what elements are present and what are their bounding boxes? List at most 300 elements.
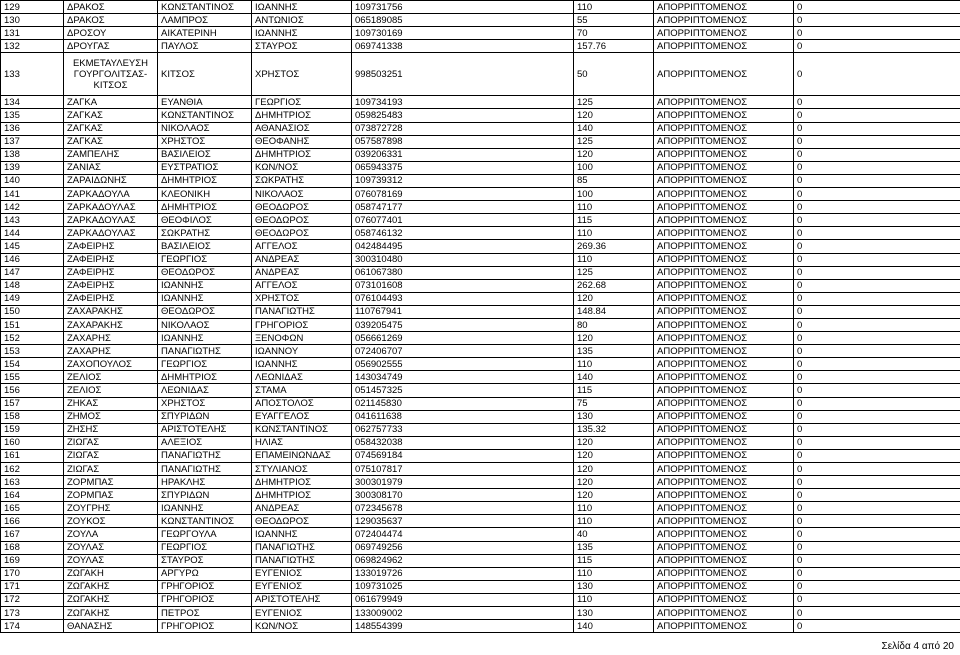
table-row bbox=[1, 515, 960, 528]
value-cell: 0 bbox=[794, 188, 960, 201]
status-cell: ΑΠΟΡΡΙΠΤΟΜΕΝΟΣ bbox=[654, 227, 794, 240]
amount-cell: 130 bbox=[574, 580, 654, 593]
tax-id-cell: 039205475 bbox=[352, 318, 574, 331]
row-number: 156 bbox=[1, 384, 64, 397]
father-name-cell: ΓΕΩΡΓΙΟΣ bbox=[252, 96, 352, 109]
father-name-cell: ΔΗΜΗΤΡΙΟΣ bbox=[252, 109, 352, 122]
surname-cell: ΖΟΡΜΠΑΣ bbox=[64, 476, 158, 489]
status-cell: ΑΠΟΡΡΙΠΤΟΜΕΝΟΣ bbox=[654, 14, 794, 27]
value-cell: 0 bbox=[794, 214, 960, 227]
surname-cell: ΖΩΓΑΚΗΣ bbox=[64, 580, 158, 593]
row-number: 167 bbox=[1, 528, 64, 541]
surname-cell: ΖΟΡΜΠΑΣ bbox=[64, 489, 158, 502]
surname-cell: ΘΑΝΑΣΗΣ bbox=[64, 620, 158, 633]
surname-cell: ΖΑΡΚΑΔΟΥΛΑΣ bbox=[64, 214, 158, 227]
first-name-cell: ΙΩΑΝΝΗΣ bbox=[158, 502, 252, 515]
tax-id-cell: 065189085 bbox=[352, 14, 574, 27]
table-row bbox=[1, 567, 960, 580]
surname-cell: ΖΑΓΚΑΣ bbox=[64, 135, 158, 148]
value-cell: 0 bbox=[794, 148, 960, 161]
status-cell: ΑΠΟΡΡΙΠΤΟΜΕΝΟΣ bbox=[654, 463, 794, 476]
father-name-cell: ΛΕΩΝΙΔΑΣ bbox=[252, 371, 352, 384]
table-row bbox=[1, 109, 960, 122]
tax-id-cell: 041611638 bbox=[352, 410, 574, 423]
first-name-cell: ΓΡΗΓΟΡΙΟΣ bbox=[158, 593, 252, 606]
surname-cell: ΕΚΜΕΤΑΥΛΕΥΣΗ ΓΟΥΡΓΟΛΙΤΣΑΣ-ΚΙΤΣΟΣ bbox=[64, 53, 158, 96]
table-row bbox=[1, 253, 960, 266]
surname-cell: ΖΑΓΚΑ bbox=[64, 96, 158, 109]
father-name-cell: ΑΓΓΕΛΟΣ bbox=[252, 240, 352, 253]
status-cell: ΑΠΟΡΡΙΠΤΟΜΕΝΟΣ bbox=[654, 541, 794, 554]
table-row bbox=[1, 279, 960, 292]
father-name-cell: ΕΥΑΓΓΕΛΟΣ bbox=[252, 410, 352, 423]
tax-id-cell: 039206331 bbox=[352, 148, 574, 161]
status-cell: ΑΠΟΡΡΙΠΤΟΜΕΝΟΣ bbox=[654, 620, 794, 633]
tax-id-cell: 074569184 bbox=[352, 449, 574, 462]
status-cell: ΑΠΟΡΡΙΠΤΟΜΕΝΟΣ bbox=[654, 567, 794, 580]
status-cell: ΑΠΟΡΡΙΠΤΟΜΕΝΟΣ bbox=[654, 318, 794, 331]
status-cell: ΑΠΟΡΡΙΠΤΟΜΕΝΟΣ bbox=[654, 358, 794, 371]
row-number: 134 bbox=[1, 96, 64, 109]
value-cell: 0 bbox=[794, 27, 960, 40]
amount-cell: 100 bbox=[574, 161, 654, 174]
row-number: 168 bbox=[1, 541, 64, 554]
surname-cell: ΖΕΛΙΟΣ bbox=[64, 384, 158, 397]
row-number: 150 bbox=[1, 305, 64, 318]
row-number: 133 bbox=[1, 53, 64, 96]
amount-cell: 110 bbox=[574, 253, 654, 266]
row-number: 162 bbox=[1, 463, 64, 476]
amount-cell: 125 bbox=[574, 266, 654, 279]
status-cell: ΑΠΟΡΡΙΠΤΟΜΕΝΟΣ bbox=[654, 384, 794, 397]
value-cell: 0 bbox=[794, 489, 960, 502]
row-number: 155 bbox=[1, 371, 64, 384]
value-cell: 0 bbox=[794, 201, 960, 214]
father-name-cell: ΔΗΜΗΤΡΙΟΣ bbox=[252, 148, 352, 161]
value-cell: 0 bbox=[794, 1, 960, 14]
first-name-cell: ΣΠΥΡΙΔΩΝ bbox=[158, 410, 252, 423]
father-name-cell: ΑΝΔΡΕΑΣ bbox=[252, 266, 352, 279]
tax-id-cell: 109730169 bbox=[352, 27, 574, 40]
status-cell: ΑΠΟΡΡΙΠΤΟΜΕΝΟΣ bbox=[654, 266, 794, 279]
table-row bbox=[1, 384, 960, 397]
amount-cell: 125 bbox=[574, 96, 654, 109]
surname-cell: ΖΑΦΕΙΡΗΣ bbox=[64, 292, 158, 305]
tax-id-cell: 065943375 bbox=[352, 161, 574, 174]
father-name-cell: ΣΤΥΛΙΑΝΟΣ bbox=[252, 463, 352, 476]
tax-id-cell: 110767941 bbox=[352, 305, 574, 318]
first-name-cell: ΠΑΝΑΓΙΩΤΗΣ bbox=[158, 345, 252, 358]
amount-cell: 120 bbox=[574, 109, 654, 122]
table-row bbox=[1, 122, 960, 135]
row-number: 143 bbox=[1, 214, 64, 227]
first-name-cell: ΚΩΝΣΤΑΝΤΙΝΟΣ bbox=[158, 109, 252, 122]
table-row bbox=[1, 40, 960, 53]
status-cell: ΑΠΟΡΡΙΠΤΟΜΕΝΟΣ bbox=[654, 161, 794, 174]
father-name-cell: ΑΓΓΕΛΟΣ bbox=[252, 279, 352, 292]
tax-id-cell: 076078169 bbox=[352, 188, 574, 201]
value-cell: 0 bbox=[794, 305, 960, 318]
first-name-cell: ΔΗΜΗΤΡΙΟΣ bbox=[158, 371, 252, 384]
first-name-cell: ΚΩΝΣΤΑΝΤΙΝΟΣ bbox=[158, 1, 252, 14]
tax-id-cell: 069741338 bbox=[352, 40, 574, 53]
amount-cell: 100 bbox=[574, 188, 654, 201]
table-row bbox=[1, 410, 960, 423]
father-name-cell: ΚΩΝ/ΝΟΣ bbox=[252, 161, 352, 174]
first-name-cell: ΙΩΑΝΝΗΣ bbox=[158, 279, 252, 292]
amount-cell: 125 bbox=[574, 135, 654, 148]
father-name-cell: ΣΩΚΡΑΤΗΣ bbox=[252, 174, 352, 187]
row-number: 144 bbox=[1, 227, 64, 240]
surname-cell: ΖΩΓΑΚΗΣ bbox=[64, 593, 158, 606]
first-name-cell: ΧΡΗΣΤΟΣ bbox=[158, 397, 252, 410]
row-number: 131 bbox=[1, 27, 64, 40]
table-row bbox=[1, 580, 960, 593]
value-cell: 0 bbox=[794, 463, 960, 476]
first-name-cell: ΒΑΣΙΛΕΙΟΣ bbox=[158, 240, 252, 253]
amount-cell: 148.84 bbox=[574, 305, 654, 318]
father-name-cell: ΠΑΝΑΓΙΩΤΗΣ bbox=[252, 541, 352, 554]
tax-id-cell: 056902555 bbox=[352, 358, 574, 371]
row-number: 132 bbox=[1, 40, 64, 53]
status-cell: ΑΠΟΡΡΙΠΤΟΜΕΝΟΣ bbox=[654, 240, 794, 253]
table-row bbox=[1, 292, 960, 305]
value-cell: 0 bbox=[794, 384, 960, 397]
amount-cell: 120 bbox=[574, 449, 654, 462]
value-cell: 0 bbox=[794, 580, 960, 593]
first-name-cell: ΓΕΩΡΓΙΟΣ bbox=[158, 358, 252, 371]
father-name-cell: ΙΩΑΝΝΗΣ bbox=[252, 1, 352, 14]
surname-cell: ΖΑΜΠΕΛΗΣ bbox=[64, 148, 158, 161]
father-name-cell: ΙΩΑΝΝΗΣ bbox=[252, 358, 352, 371]
surname-cell: ΖΩΓΑΚΗΣ bbox=[64, 607, 158, 620]
table-row bbox=[1, 135, 960, 148]
tax-id-cell: 073101608 bbox=[352, 279, 574, 292]
table-row bbox=[1, 449, 960, 462]
row-number: 158 bbox=[1, 410, 64, 423]
amount-cell: 130 bbox=[574, 410, 654, 423]
status-cell: ΑΠΟΡΡΙΠΤΟΜΕΝΟΣ bbox=[654, 332, 794, 345]
table-row bbox=[1, 201, 960, 214]
surname-cell: ΖΑΦΕΙΡΗΣ bbox=[64, 253, 158, 266]
tax-id-cell: 061067380 bbox=[352, 266, 574, 279]
row-number: 157 bbox=[1, 397, 64, 410]
row-number: 148 bbox=[1, 279, 64, 292]
table-row bbox=[1, 214, 960, 227]
surname-cell: ΖΗΜΟΣ bbox=[64, 410, 158, 423]
tax-id-cell: 061679949 bbox=[352, 593, 574, 606]
status-cell: ΑΠΟΡΡΙΠΤΟΜΕΝΟΣ bbox=[654, 397, 794, 410]
surname-cell: ΖΟΥΛΑ bbox=[64, 528, 158, 541]
row-number: 129 bbox=[1, 1, 64, 14]
table-row bbox=[1, 502, 960, 515]
row-number: 169 bbox=[1, 554, 64, 567]
father-name-cell: ΘΕΟΦΑΝΗΣ bbox=[252, 135, 352, 148]
first-name-cell: ΗΡΑΚΛΗΣ bbox=[158, 476, 252, 489]
status-cell: ΑΠΟΡΡΙΠΤΟΜΕΝΟΣ bbox=[654, 279, 794, 292]
row-number: 149 bbox=[1, 292, 64, 305]
surname-cell: ΖΙΩΓΑΣ bbox=[64, 449, 158, 462]
row-number: 142 bbox=[1, 201, 64, 214]
status-cell: ΑΠΟΡΡΙΠΤΟΜΕΝΟΣ bbox=[654, 96, 794, 109]
father-name-cell: ΕΥΓΕΝΙΟΣ bbox=[252, 567, 352, 580]
first-name-cell: ΝΙΚΟΛΑΟΣ bbox=[158, 122, 252, 135]
first-name-cell: ΑΛΕΞΙΟΣ bbox=[158, 436, 252, 449]
first-name-cell: ΓΡΗΓΟΡΙΟΣ bbox=[158, 620, 252, 633]
value-cell: 0 bbox=[794, 240, 960, 253]
tax-id-cell: 109734193 bbox=[352, 96, 574, 109]
father-name-cell: ΚΩΝΣΤΑΝΤΙΝΟΣ bbox=[252, 423, 352, 436]
first-name-cell: ΓΕΩΡΓΙΟΣ bbox=[158, 253, 252, 266]
father-name-cell: ΑΝΤΩΝΙΟΣ bbox=[252, 14, 352, 27]
father-name-cell: ΘΕΟΔΩΡΟΣ bbox=[252, 515, 352, 528]
surname-cell: ΖΟΥΓΡΗΣ bbox=[64, 502, 158, 515]
father-name-cell: ΣΤΑΥΡΟΣ bbox=[252, 40, 352, 53]
value-cell: 0 bbox=[794, 227, 960, 240]
value-cell: 0 bbox=[794, 476, 960, 489]
amount-cell: 135 bbox=[574, 541, 654, 554]
surname-cell: ΔΡΑΚΟΣ bbox=[64, 14, 158, 27]
tax-id-cell: 057587898 bbox=[352, 135, 574, 148]
row-number: 165 bbox=[1, 502, 64, 515]
table-row bbox=[1, 345, 960, 358]
row-number: 160 bbox=[1, 436, 64, 449]
amount-cell: 135.32 bbox=[574, 423, 654, 436]
table-row bbox=[1, 53, 960, 96]
status-cell: ΑΠΟΡΡΙΠΤΟΜΕΝΟΣ bbox=[654, 53, 794, 96]
tax-id-cell: 072345678 bbox=[352, 502, 574, 515]
surname-cell: ΖΙΩΓΑΣ bbox=[64, 463, 158, 476]
amount-cell: 262.68 bbox=[574, 279, 654, 292]
table-row bbox=[1, 318, 960, 331]
amount-cell: 110 bbox=[574, 358, 654, 371]
tax-id-cell: 075107817 bbox=[352, 463, 574, 476]
table-row bbox=[1, 554, 960, 567]
tax-id-cell: 143034749 bbox=[352, 371, 574, 384]
row-number: 151 bbox=[1, 318, 64, 331]
amount-cell: 120 bbox=[574, 148, 654, 161]
first-name-cell: ΓΕΩΡΓΙΟΣ bbox=[158, 541, 252, 554]
row-number: 161 bbox=[1, 449, 64, 462]
amount-cell: 75 bbox=[574, 397, 654, 410]
first-name-cell: ΠΕΤΡΟΣ bbox=[158, 607, 252, 620]
tax-id-cell: 056661269 bbox=[352, 332, 574, 345]
value-cell: 0 bbox=[794, 96, 960, 109]
table-row bbox=[1, 240, 960, 253]
surname-cell: ΖΑΧΑΡΗΣ bbox=[64, 345, 158, 358]
first-name-cell: ΣΠΥΡΙΔΩΝ bbox=[158, 489, 252, 502]
row-number: 136 bbox=[1, 122, 64, 135]
value-cell: 0 bbox=[794, 40, 960, 53]
tax-id-cell: 076104493 bbox=[352, 292, 574, 305]
first-name-cell: ΘΕΟΔΩΡΟΣ bbox=[158, 266, 252, 279]
table-row bbox=[1, 397, 960, 410]
status-cell: ΑΠΟΡΡΙΠΤΟΜΕΝΟΣ bbox=[654, 554, 794, 567]
father-name-cell: ΔΗΜΗΤΡΙΟΣ bbox=[252, 476, 352, 489]
value-cell: 0 bbox=[794, 161, 960, 174]
amount-cell: 85 bbox=[574, 174, 654, 187]
tax-id-cell: 059825483 bbox=[352, 109, 574, 122]
value-cell: 0 bbox=[794, 174, 960, 187]
tax-id-cell: 300310480 bbox=[352, 253, 574, 266]
father-name-cell: ΘΕΟΔΩΡΟΣ bbox=[252, 214, 352, 227]
table-row bbox=[1, 266, 960, 279]
surname-cell: ΔΡΟΥΓΑΣ bbox=[64, 40, 158, 53]
amount-cell: 120 bbox=[574, 463, 654, 476]
status-cell: ΑΠΟΡΡΙΠΤΟΜΕΝΟΣ bbox=[654, 174, 794, 187]
father-name-cell: ΘΕΟΔΩΡΟΣ bbox=[252, 201, 352, 214]
tax-id-cell: 042484495 bbox=[352, 240, 574, 253]
first-name-cell: ΙΩΑΝΝΗΣ bbox=[158, 332, 252, 345]
row-number: 164 bbox=[1, 489, 64, 502]
father-name-cell: ΓΡΗΓΟΡΙΟΣ bbox=[252, 318, 352, 331]
first-name-cell: ΠΑΝΑΓΙΩΤΗΣ bbox=[158, 463, 252, 476]
row-number: 159 bbox=[1, 423, 64, 436]
amount-cell: 140 bbox=[574, 371, 654, 384]
tax-id-cell: 058746132 bbox=[352, 227, 574, 240]
first-name-cell: ΚΛΕΟΝΙΚΗ bbox=[158, 188, 252, 201]
father-name-cell: ΝΙΚΟΛΑΟΣ bbox=[252, 188, 352, 201]
first-name-cell: ΓΕΩΡΓΟΥΛΑ bbox=[158, 528, 252, 541]
surname-cell: ΖΗΣΗΣ bbox=[64, 423, 158, 436]
surname-cell: ΖΙΩΓΑΣ bbox=[64, 436, 158, 449]
father-name-cell: ΕΥΓΕΝΙΟΣ bbox=[252, 607, 352, 620]
father-name-cell: ΑΠΟΣΤΟΛΟΣ bbox=[252, 397, 352, 410]
first-name-cell: ΔΗΜΗΤΡΙΟΣ bbox=[158, 174, 252, 187]
value-cell: 0 bbox=[794, 332, 960, 345]
first-name-cell: ΚΙΤΣΟΣ bbox=[158, 53, 252, 96]
surname-cell: ΖΑΦΕΙΡΗΣ bbox=[64, 266, 158, 279]
tax-id-cell: 021145830 bbox=[352, 397, 574, 410]
first-name-cell: ΣΩΚΡΑΤΗΣ bbox=[158, 227, 252, 240]
first-name-cell: ΕΥΑΝΘΙΑ bbox=[158, 96, 252, 109]
father-name-cell: ΑΝΔΡΕΑΣ bbox=[252, 502, 352, 515]
table-row bbox=[1, 174, 960, 187]
father-name-cell: ΞΕΝΟΦΩΝ bbox=[252, 332, 352, 345]
tax-id-cell: 300308170 bbox=[352, 489, 574, 502]
status-cell: ΑΠΟΡΡΙΠΤΟΜΕΝΟΣ bbox=[654, 109, 794, 122]
value-cell: 0 bbox=[794, 449, 960, 462]
table-row bbox=[1, 620, 960, 633]
father-name-cell: ΘΕΟΔΩΡΟΣ bbox=[252, 227, 352, 240]
row-number: 138 bbox=[1, 148, 64, 161]
status-cell: ΑΠΟΡΡΙΠΤΟΜΕΝΟΣ bbox=[654, 476, 794, 489]
first-name-cell: ΝΙΚΟΛΑΟΣ bbox=[158, 318, 252, 331]
row-number: 137 bbox=[1, 135, 64, 148]
surname-cell: ΖΟΥΛΑΣ bbox=[64, 554, 158, 567]
row-number: 139 bbox=[1, 161, 64, 174]
amount-cell: 135 bbox=[574, 345, 654, 358]
surname-cell: ΖΑΦΕΙΡΗΣ bbox=[64, 240, 158, 253]
father-name-cell: ΙΩΑΝΝΗΣ bbox=[252, 528, 352, 541]
status-cell: ΑΠΟΡΡΙΠΤΟΜΕΝΟΣ bbox=[654, 40, 794, 53]
table-row bbox=[1, 607, 960, 620]
table-row bbox=[1, 489, 960, 502]
surname-cell: ΖΑΧΑΡΗΣ bbox=[64, 332, 158, 345]
surname-cell: ΖΑΡΚΑΔΟΥΛΑΣ bbox=[64, 201, 158, 214]
status-cell: ΑΠΟΡΡΙΠΤΟΜΕΝΟΣ bbox=[654, 148, 794, 161]
table-row bbox=[1, 358, 960, 371]
row-number: 170 bbox=[1, 567, 64, 580]
amount-cell: 120 bbox=[574, 436, 654, 449]
value-cell: 0 bbox=[794, 515, 960, 528]
table-row bbox=[1, 14, 960, 27]
surname-cell: ΖΑΡΚΑΔΟΥΛΑ bbox=[64, 188, 158, 201]
tax-id-cell: 069749256 bbox=[352, 541, 574, 554]
father-name-cell: ΚΩΝ/ΝΟΣ bbox=[252, 620, 352, 633]
father-name-cell: ΙΩΑΝΝΗΣ bbox=[252, 27, 352, 40]
amount-cell: 55 bbox=[574, 14, 654, 27]
first-name-cell: ΚΩΝΣΤΑΝΤΙΝΟΣ bbox=[158, 515, 252, 528]
status-cell: ΑΠΟΡΡΙΠΤΟΜΕΝΟΣ bbox=[654, 515, 794, 528]
status-cell: ΑΠΟΡΡΙΠΤΟΜΕΝΟΣ bbox=[654, 502, 794, 515]
first-name-cell: ΘΕΟΔΩΡΟΣ bbox=[158, 305, 252, 318]
surname-cell: ΖΑΓΚΑΣ bbox=[64, 109, 158, 122]
tax-id-cell: 069824962 bbox=[352, 554, 574, 567]
status-cell: ΑΠΟΡΡΙΠΤΟΜΕΝΟΣ bbox=[654, 449, 794, 462]
tax-id-cell: 072404474 bbox=[352, 528, 574, 541]
father-name-cell: ΑΡΙΣΤΟΤΕΛΗΣ bbox=[252, 593, 352, 606]
row-number: 145 bbox=[1, 240, 64, 253]
records-body bbox=[1, 1, 960, 633]
status-cell: ΑΠΟΡΡΙΠΤΟΜΕΝΟΣ bbox=[654, 607, 794, 620]
tax-id-cell: 051457325 bbox=[352, 384, 574, 397]
row-number: 174 bbox=[1, 620, 64, 633]
tax-id-cell: 073872728 bbox=[352, 122, 574, 135]
value-cell: 0 bbox=[794, 502, 960, 515]
value-cell: 0 bbox=[794, 567, 960, 580]
status-cell: ΑΠΟΡΡΙΠΤΟΜΕΝΟΣ bbox=[654, 371, 794, 384]
amount-cell: 120 bbox=[574, 489, 654, 502]
father-name-cell: ΣΤΑΜΑ bbox=[252, 384, 352, 397]
row-number: 154 bbox=[1, 358, 64, 371]
table-row bbox=[1, 423, 960, 436]
table-row bbox=[1, 305, 960, 318]
father-name-cell: ΑΝΔΡΕΑΣ bbox=[252, 253, 352, 266]
surname-cell: ΔΡΟΣΟΥ bbox=[64, 27, 158, 40]
tax-id-cell: 148554399 bbox=[352, 620, 574, 633]
value-cell: 0 bbox=[794, 607, 960, 620]
father-name-cell: ΗΛΙΑΣ bbox=[252, 436, 352, 449]
value-cell: 0 bbox=[794, 292, 960, 305]
value-cell: 0 bbox=[794, 279, 960, 292]
first-name-cell: ΠΑΥΛΟΣ bbox=[158, 40, 252, 53]
row-number: 166 bbox=[1, 515, 64, 528]
value-cell: 0 bbox=[794, 528, 960, 541]
amount-cell: 110 bbox=[574, 515, 654, 528]
surname-cell: ΖΑΧΟΠΟΥΛΟΣ bbox=[64, 358, 158, 371]
row-number: 171 bbox=[1, 580, 64, 593]
amount-cell: 110 bbox=[574, 567, 654, 580]
first-name-cell: ΔΗΜΗΤΡΙΟΣ bbox=[158, 201, 252, 214]
amount-cell: 130 bbox=[574, 607, 654, 620]
father-name-cell: ΧΡΗΣΤΟΣ bbox=[252, 53, 352, 96]
father-name-cell: ΑΘΑΝΑΣΙΟΣ bbox=[252, 122, 352, 135]
surname-cell: ΖΑΧΑΡΑΚΗΣ bbox=[64, 318, 158, 331]
table-row bbox=[1, 371, 960, 384]
value-cell: 0 bbox=[794, 397, 960, 410]
value-cell: 0 bbox=[794, 620, 960, 633]
status-cell: ΑΠΟΡΡΙΠΤΟΜΕΝΟΣ bbox=[654, 345, 794, 358]
surname-cell: ΖΟΥΛΑΣ bbox=[64, 541, 158, 554]
tax-id-cell: 129035637 bbox=[352, 515, 574, 528]
first-name-cell: ΘΕΟΦΙΛΟΣ bbox=[158, 214, 252, 227]
value-cell: 0 bbox=[794, 541, 960, 554]
tax-id-cell: 133009002 bbox=[352, 607, 574, 620]
row-number: 135 bbox=[1, 109, 64, 122]
row-number: 153 bbox=[1, 345, 64, 358]
status-cell: ΑΠΟΡΡΙΠΤΟΜΕΝΟΣ bbox=[654, 489, 794, 502]
